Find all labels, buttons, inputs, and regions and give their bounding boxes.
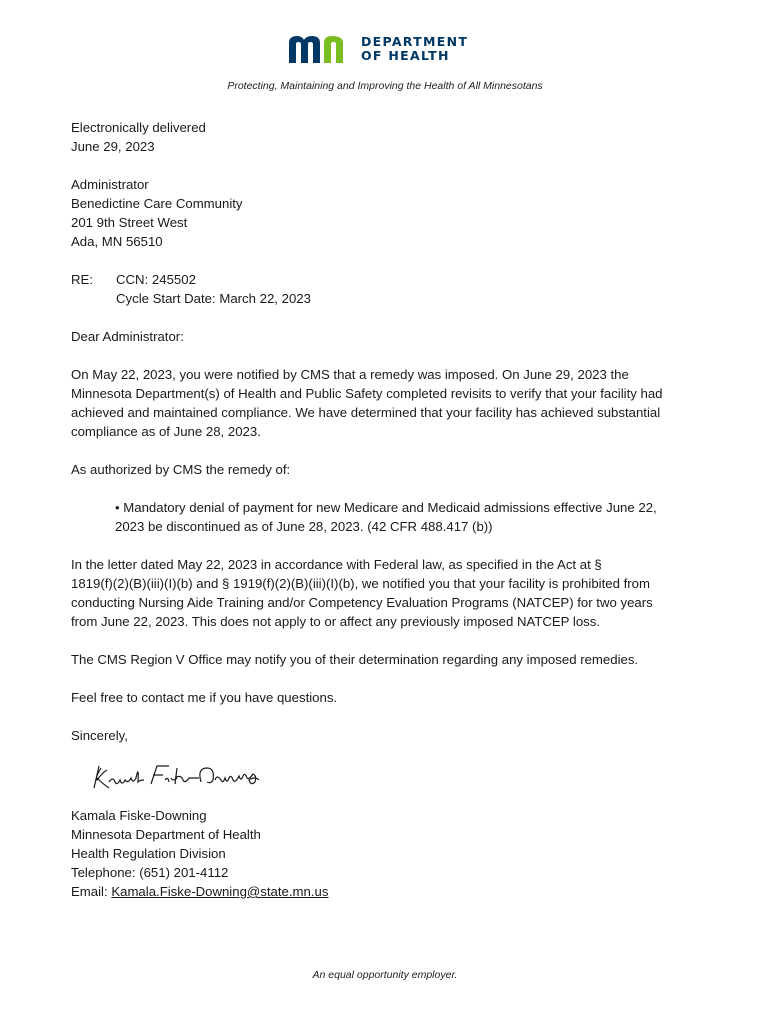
signature-icon	[89, 758, 289, 798]
delivery-method: Electronically delivered	[71, 120, 206, 135]
paragraph-line: On May 22, 2023, you were notified by CMS that a remedy was imposed. On June 29, 2023 the	[71, 367, 629, 382]
paragraph-natcep	[71, 555, 701, 631]
signer-block	[71, 806, 701, 901]
tagline: Protecting, Maintaining and Improving the Health of All Minnesotans	[227, 80, 543, 92]
logo-line-1: DEPARTMENT	[361, 34, 469, 49]
remedy-bullet	[71, 498, 701, 536]
paragraph-line: compliance as of June 28, 2023.	[71, 424, 261, 439]
paragraph-line: In the letter dated May 22, 2023 in accordance with Federal law, as specified in the Act at §	[71, 557, 602, 572]
mdh-logo	[289, 32, 468, 66]
paragraph-line: from June 22, 2023. This does not apply to or affect any previously imposed NATCEP loss.	[71, 614, 600, 629]
signer-division: Health Regulation Division	[71, 846, 226, 861]
letter-date: June 29, 2023	[71, 139, 155, 154]
paragraph-line: Minnesota Department(s) of Health and Public Safety completed revisits to verify that your facility had	[71, 386, 663, 401]
cycle-start-date: Cycle Start Date: March 22, 2023	[116, 291, 311, 306]
email-label: Email:	[71, 884, 112, 899]
signature	[71, 756, 701, 802]
footer: An equal opportunity employer.	[312, 969, 458, 981]
email-link[interactable]: Kamala.Fiske-Downing@state.mn.us	[111, 884, 329, 899]
delivery-block	[71, 118, 701, 156]
paragraph-contact: Feel free to contact me if you have questions.	[71, 690, 338, 705]
recipient-city: Ada, MN 56510	[71, 234, 163, 249]
logo-line-2: OF HEALTH	[361, 48, 450, 63]
signer-dept: Minnesota Department of Health	[71, 827, 261, 842]
paragraph-line: achieved and maintained compliance. We have determined that your facility has achieved substantial	[71, 405, 661, 420]
paragraph-remedy	[71, 365, 701, 441]
paragraph-region: The CMS Region V Office may notify you of their determination regarding any imposed remedies.	[71, 652, 639, 667]
re-label: RE:	[71, 272, 93, 287]
letter-body	[71, 118, 701, 920]
closing: Sincerely,	[71, 728, 128, 743]
recipient-address	[71, 175, 701, 251]
recipient-street: 201 9th Street West	[71, 215, 188, 230]
recipient-title: Administrator	[71, 177, 149, 192]
signer-email-line	[71, 882, 701, 901]
signer-name: Kamala Fiske-Downing	[71, 808, 207, 823]
ccn: CCN: 245502	[116, 272, 196, 287]
re-block	[71, 270, 701, 308]
salutation: Dear Administrator:	[71, 329, 184, 344]
mn-logo-icon	[289, 33, 355, 65]
paragraph-line: conducting Nursing Aide Training and/or Competency Evaluation Programs (NATCEP) for two years	[71, 595, 653, 610]
paragraph-line: 1819(f)(2)(B)(iii)(I)(b) and § 1919(f)(2)(B)(iii)(I)(b), we notified you that your facility is prohibited from	[71, 576, 650, 591]
bullet-line: • Mandatory denial of payment for new Medicare and Medicaid admissions effective June 22,	[115, 500, 657, 515]
paragraph-authorized: As authorized by CMS the remedy of:	[71, 462, 291, 477]
bullet-line: 2023 be discontinued as of June 28, 2023. (42 CFR 488.417 (b))	[115, 519, 493, 534]
signer-phone: Telephone: (651) 201-4112	[71, 865, 229, 880]
recipient-org: Benedictine Care Community	[71, 196, 243, 211]
